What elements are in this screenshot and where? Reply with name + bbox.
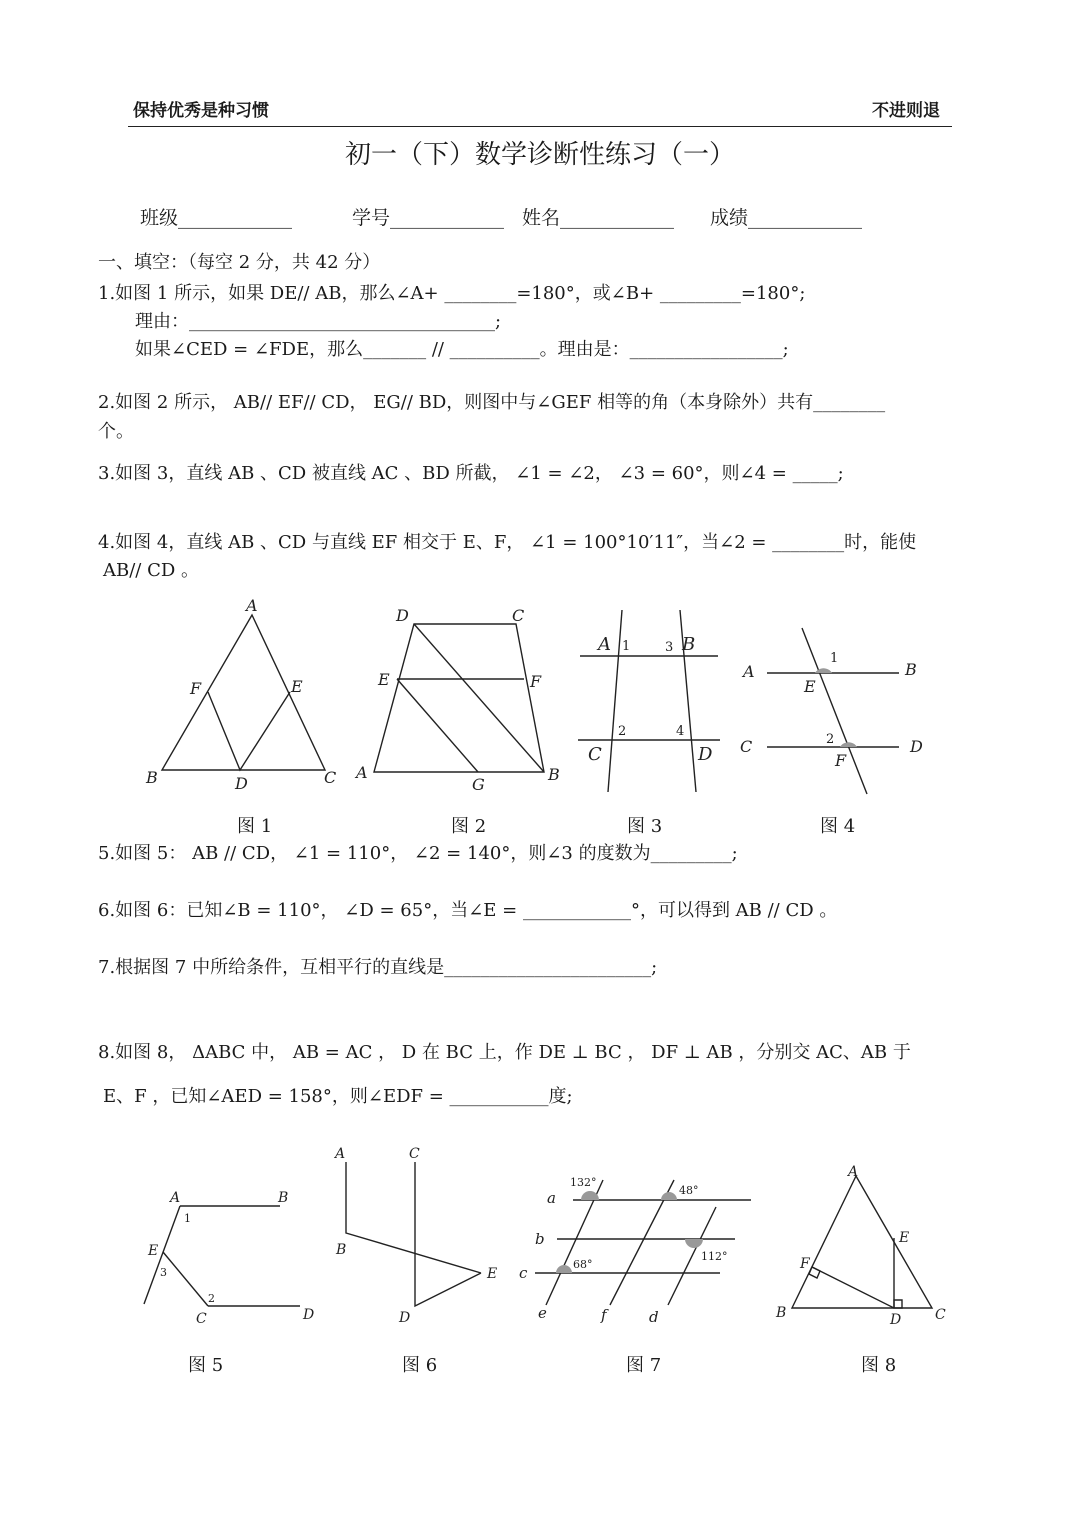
figure-8	[770, 1160, 960, 1330]
question-1-line-2: 理由：__________________________________;	[135, 311, 502, 332]
fig6-line-cde	[415, 1162, 481, 1306]
fig8-label-c: C	[935, 1307, 946, 1323]
figure-8-caption: 图 8	[861, 1355, 897, 1376]
fig4-label-c: C	[740, 737, 753, 756]
fig2-line-eg	[397, 679, 478, 772]
student-id-field[interactable]: 学号____________	[352, 207, 505, 229]
fig3-label-1: 1	[622, 639, 631, 654]
fig5-label-3: 3	[160, 1266, 167, 1279]
fig3-label-2: 2	[618, 724, 627, 739]
score-field[interactable]: 成绩____________	[710, 207, 863, 229]
fig8-label-f: F	[800, 1256, 810, 1272]
fig1-inner-lines	[208, 692, 290, 770]
header-right: 不进则退	[872, 101, 940, 121]
question-4-line-2: AB// CD 。	[103, 560, 200, 581]
fig7-angle-112	[685, 1239, 703, 1248]
fig4-angle-2	[840, 742, 857, 747]
fig1-label-d: D	[235, 774, 248, 793]
fig5-label-2: 2	[208, 1292, 215, 1305]
figure-7-caption: 图 7	[626, 1355, 662, 1376]
fig5-label-d: D	[303, 1307, 315, 1323]
fig5-label-c: C	[196, 1311, 207, 1327]
name-field[interactable]: 姓名____________	[522, 207, 675, 229]
question-2-line-2: 个。	[98, 421, 134, 442]
fig2-line-db	[414, 624, 544, 772]
fig7-label-c: c	[519, 1264, 528, 1282]
fig4-label-d: D	[910, 737, 923, 756]
figure-4-caption: 图 4	[820, 816, 856, 837]
fig1-label-f: F	[190, 679, 202, 698]
fig7-label-132: 132°	[570, 1176, 597, 1189]
fig7-label-e: e	[538, 1304, 547, 1322]
question-4-line-1: 4.如图 4，直线 AB 、CD 与直线 EF 相交于 E、F， ∠1 = 100°10′11″，当∠2 = ________时，能使	[98, 532, 917, 553]
question-3: 3.如图 3，直线 AB 、CD 被直线 AC 、BD 所截， ∠1 = ∠2， ∠3 = 60°，则∠4 = _____;	[98, 463, 844, 484]
question-5: 5.如图 5： AB // CD， ∠1 = 110°， ∠2 = 140°，则∠3 的度数为_________;	[98, 843, 738, 864]
fig7-label-112: 112°	[701, 1250, 728, 1263]
header-left: 保持优秀是种习惯	[133, 101, 269, 121]
figure-4	[735, 620, 935, 800]
fig2-label-g: G	[472, 775, 485, 794]
fig4-label-a: A	[743, 662, 755, 681]
fig7-label-d: d	[649, 1308, 659, 1326]
figure-5-caption: 图 5	[188, 1355, 224, 1376]
fig3-label-c: C	[588, 744, 602, 765]
fig1-label-a: A	[246, 596, 258, 615]
fig7-label-68: 68°	[573, 1258, 593, 1271]
fig4-label-2: 2	[826, 732, 835, 747]
fig3-label-d: D	[698, 744, 713, 765]
fig8-line-df	[812, 1267, 894, 1308]
fig3-label-b: B	[682, 634, 696, 655]
page-title: 初一（下）数学诊断性练习（一）	[344, 140, 735, 170]
fig5-label-a: A	[170, 1190, 181, 1206]
fig6-label-e: E	[487, 1266, 498, 1282]
fig7-angle-132	[581, 1191, 599, 1200]
fig1-label-c: C	[324, 768, 337, 787]
fig2-label-a: A	[356, 763, 368, 782]
fig5-label-b: B	[278, 1190, 289, 1206]
fig8-right-angle-d	[894, 1300, 902, 1308]
fig8-triangle	[792, 1176, 932, 1308]
figure-6-caption: 图 6	[402, 1355, 438, 1376]
fig6-label-a: A	[335, 1146, 346, 1162]
fig7-angle-48	[661, 1192, 677, 1200]
figure-2	[350, 600, 570, 800]
fig8-right-angle-f	[809, 1267, 820, 1278]
figure-5	[130, 1180, 330, 1330]
fig2-label-e: E	[378, 670, 390, 689]
fig3-label-3: 3	[665, 640, 674, 655]
figure-1	[140, 595, 350, 795]
fig7-label-48: 48°	[679, 1184, 699, 1197]
figure-3-caption: 图 3	[627, 816, 663, 837]
header-rule	[128, 126, 952, 127]
section-heading: 一、填空：（每空 2 分，共 42 分）	[98, 252, 381, 273]
fig1-label-e: E	[291, 677, 303, 696]
fig5-label-1: 1	[184, 1212, 191, 1225]
fig3-label-4: 4	[676, 724, 685, 739]
figure-7	[510, 1165, 760, 1330]
question-8-line-2: E、F ，已知∠AED = 158°，则∠EDF = ___________度;	[103, 1086, 573, 1107]
fig8-label-b: B	[776, 1305, 787, 1321]
figure-1-caption: 图 1	[237, 816, 273, 837]
fig8-label-e: E	[899, 1230, 910, 1246]
question-6: 6.如图 6：已知∠B = 110°， ∠D = 65°，当∠E = ____________°，可以得到 AB // CD 。	[98, 900, 838, 921]
figure-3	[570, 600, 730, 800]
fig7-label-a: a	[547, 1189, 556, 1207]
figure-6	[325, 1140, 515, 1330]
fig8-label-a: A	[848, 1164, 859, 1180]
fig4-label-e: E	[804, 677, 816, 696]
fig6-line-abe	[346, 1162, 481, 1273]
fig6-label-b: B	[336, 1242, 347, 1258]
fig2-label-c: C	[512, 606, 525, 625]
fig7-label-b: b	[535, 1230, 545, 1248]
fig4-label-b: B	[905, 660, 917, 679]
fig2-label-d: D	[396, 606, 409, 625]
fig1-label-b: B	[146, 768, 158, 787]
fig6-label-d: D	[399, 1310, 411, 1326]
fig7-angle-68	[556, 1265, 572, 1273]
question-1-line-1: 1.如图 1 所示，如果 DE// AB，那么∠A+ ________=180°，或∠B+ _________=180°;	[98, 283, 806, 304]
fig4-label-1: 1	[830, 651, 839, 666]
fig7-label-f: f	[601, 1306, 607, 1324]
fig2-label-f: F	[530, 672, 542, 691]
question-7: 7.根据图 7 中所给条件，互相平行的直线是_______________________;	[98, 957, 658, 978]
fig5-line-ec	[163, 1252, 208, 1306]
fig8-label-d: D	[890, 1312, 902, 1328]
figure-2-caption: 图 2	[451, 816, 487, 837]
fig6-label-c: C	[409, 1146, 420, 1162]
question-8-line-1: 8.如图 8， ΔABC 中， AB = AC ， D 在 BC 上，作 DE ⊥ BC ， DF ⊥ AB ，分别交 AC、AB 于	[98, 1042, 911, 1063]
class-field[interactable]: 班级____________	[140, 207, 293, 229]
fig5-label-e: E	[148, 1243, 159, 1259]
question-2-line-1: 2.如图 2 所示， AB// EF// CD， EG// BD，则图中与∠GEF 相等的角（本身除外）共有________	[98, 392, 886, 413]
question-1-line-3: 如果∠CED = ∠FDE，那么_______ // __________。理由是：_________________;	[135, 339, 789, 360]
fig4-label-f: F	[835, 751, 847, 770]
fig3-label-a: A	[598, 634, 611, 655]
fig2-label-b: B	[548, 765, 560, 784]
